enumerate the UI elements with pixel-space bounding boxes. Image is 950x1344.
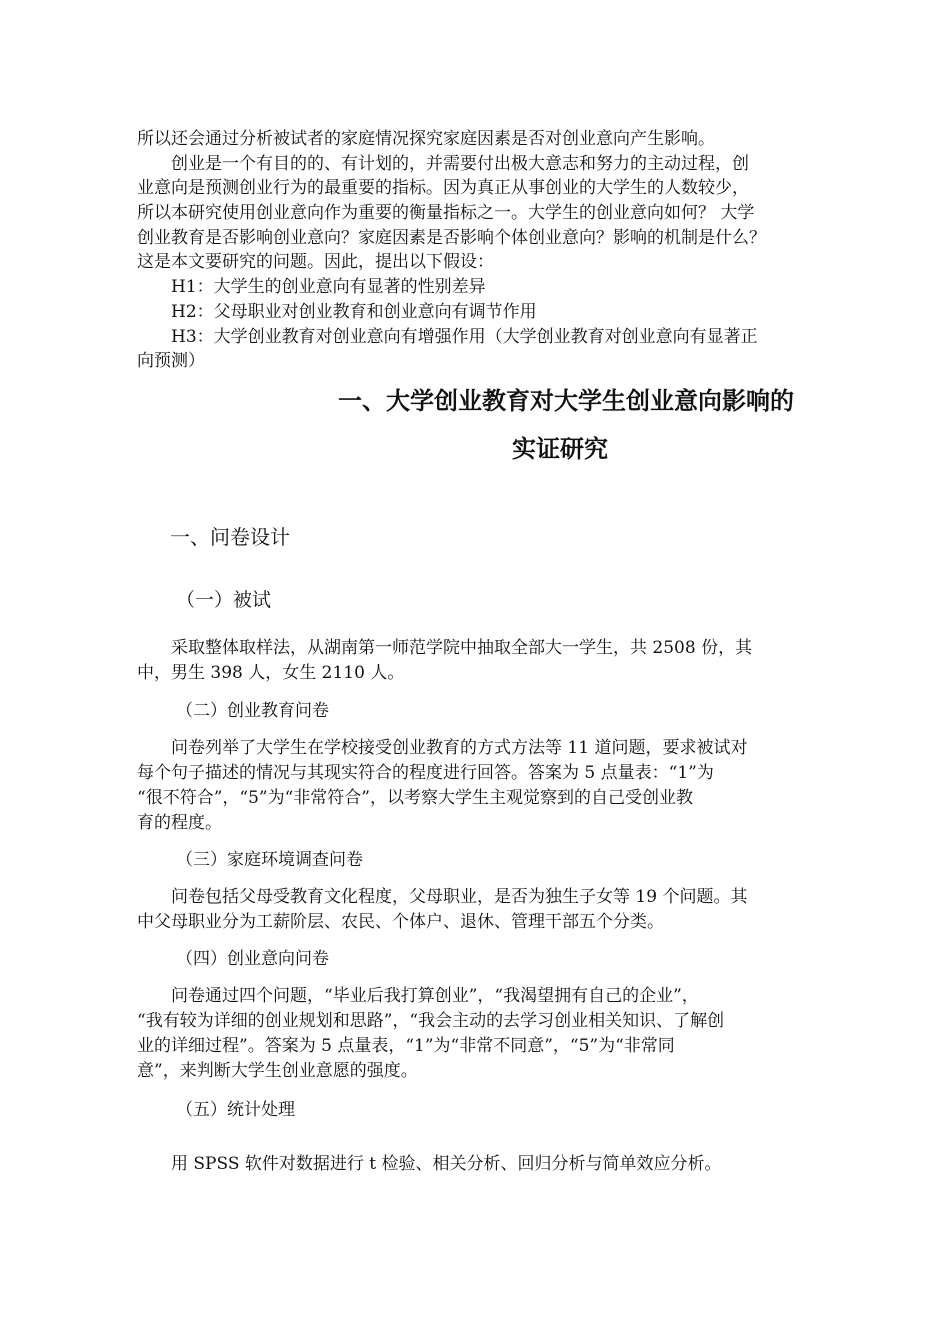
text-line: 问卷包括父母受教育文化程度，父母职业，是否为独生子女等 19 个问题。其 bbox=[171, 887, 748, 907]
chapter-title-line2: 实证研究 bbox=[512, 435, 608, 463]
subsection-title-1: （一）被试 bbox=[176, 589, 272, 611]
text-line: 所以还会通过分析被试者的家庭情况探究家庭因素是否对创业意向产生影响。 bbox=[137, 129, 715, 149]
text-line: 创业教育是否影响创业意向？家庭因素是否影响个体创业意向？影响的机制是什么？ bbox=[137, 227, 766, 248]
subsection-title-5: （五）统计处理 bbox=[176, 1100, 295, 1120]
hypothesis-h1: H1：大学生的创业意向有显著的性别差异 bbox=[171, 277, 486, 298]
text-line: 用 SPSS 软件对数据进行 t 检验、相关分析、回归分析与简单效应分析。 bbox=[171, 1154, 722, 1174]
subsection-4-body bbox=[137, 984, 837, 1084]
hypothesis-h3: H3：大学创业教育对创业意向有增强作用（大学创业教育对创业意向有显著正 bbox=[171, 326, 758, 347]
intro-paragraphs bbox=[137, 127, 837, 374]
text-line: “很不符合”，“5”为“非常符合”，以考察大学生主观觉察到的自己受创业教 bbox=[137, 788, 693, 808]
text-line: 问卷列举了大学生在学校接受创业教育的方式方法等 11 道问题，要求被试对 bbox=[171, 738, 748, 758]
hypothesis-h2: H2：父母职业对创业教育和创业意向有调节作用 bbox=[171, 301, 537, 322]
text-line: 业的详细过程”。答案为 5 点量表，“1”为“非常不同意”，“5”为“非常同 bbox=[137, 1036, 675, 1056]
text-line: 所以本研究使用创业意向作为重要的衡量指标之一。大学生的创业意向如何？ 大学 bbox=[137, 203, 755, 224]
text-line: 育的程度。 bbox=[137, 813, 222, 833]
text-line: 意”，来判断大学生创业意愿的强度。 bbox=[137, 1061, 418, 1081]
subsection-2-body bbox=[137, 736, 837, 836]
subsection-title-4: （四）创业意向问卷 bbox=[176, 949, 329, 969]
text-line: 问卷通过四个问题，“毕业后我打算创业”，“我渴望拥有自己的企业”， bbox=[171, 986, 699, 1006]
text-line: 向预测） bbox=[137, 351, 205, 372]
subsection-title-2: （二）创业教育问卷 bbox=[176, 701, 329, 721]
chapter-title-line1: 一、大学创业教育对大学生创业意向影响的 bbox=[338, 387, 794, 415]
text-line: 中，男生 398 人，女生 2110 人。 bbox=[137, 663, 405, 683]
text-line: 业意向是预测创业行为的最重要的指标。因为真正从事创业的大学生的人数较少， bbox=[137, 178, 749, 199]
subsection-title-3: （三）家庭环境调查问卷 bbox=[176, 850, 363, 870]
subsection-5-body bbox=[137, 1152, 837, 1177]
text-line: “我有较为详细的创业规划和思路”，“我会主动的去学习创业相关知识、了解创 bbox=[137, 1011, 725, 1031]
text-line: 创业是一个有目的的、有计划的，并需要付出极大意志和努力的主动过程，创 bbox=[171, 153, 749, 174]
text-line: 中父母职业分为工薪阶层、农民、个体户、退休、管理干部五个分类。 bbox=[137, 912, 664, 932]
subsection-3-body bbox=[137, 885, 837, 935]
text-line: 这是本文要研究的问题。因此，提出以下假设： bbox=[137, 252, 494, 273]
section-title: 一、问卷设计 bbox=[170, 525, 290, 549]
text-line: 每个句子描述的情况与其现实符合的程度进行回答。答案为 5 点量表：“1”为 bbox=[137, 763, 714, 783]
subsection-1-body bbox=[137, 636, 837, 686]
text-line: 采取整体取样法，从湖南第一师范学院中抽取全部大一学生，共 2508 份，其 bbox=[171, 638, 753, 658]
